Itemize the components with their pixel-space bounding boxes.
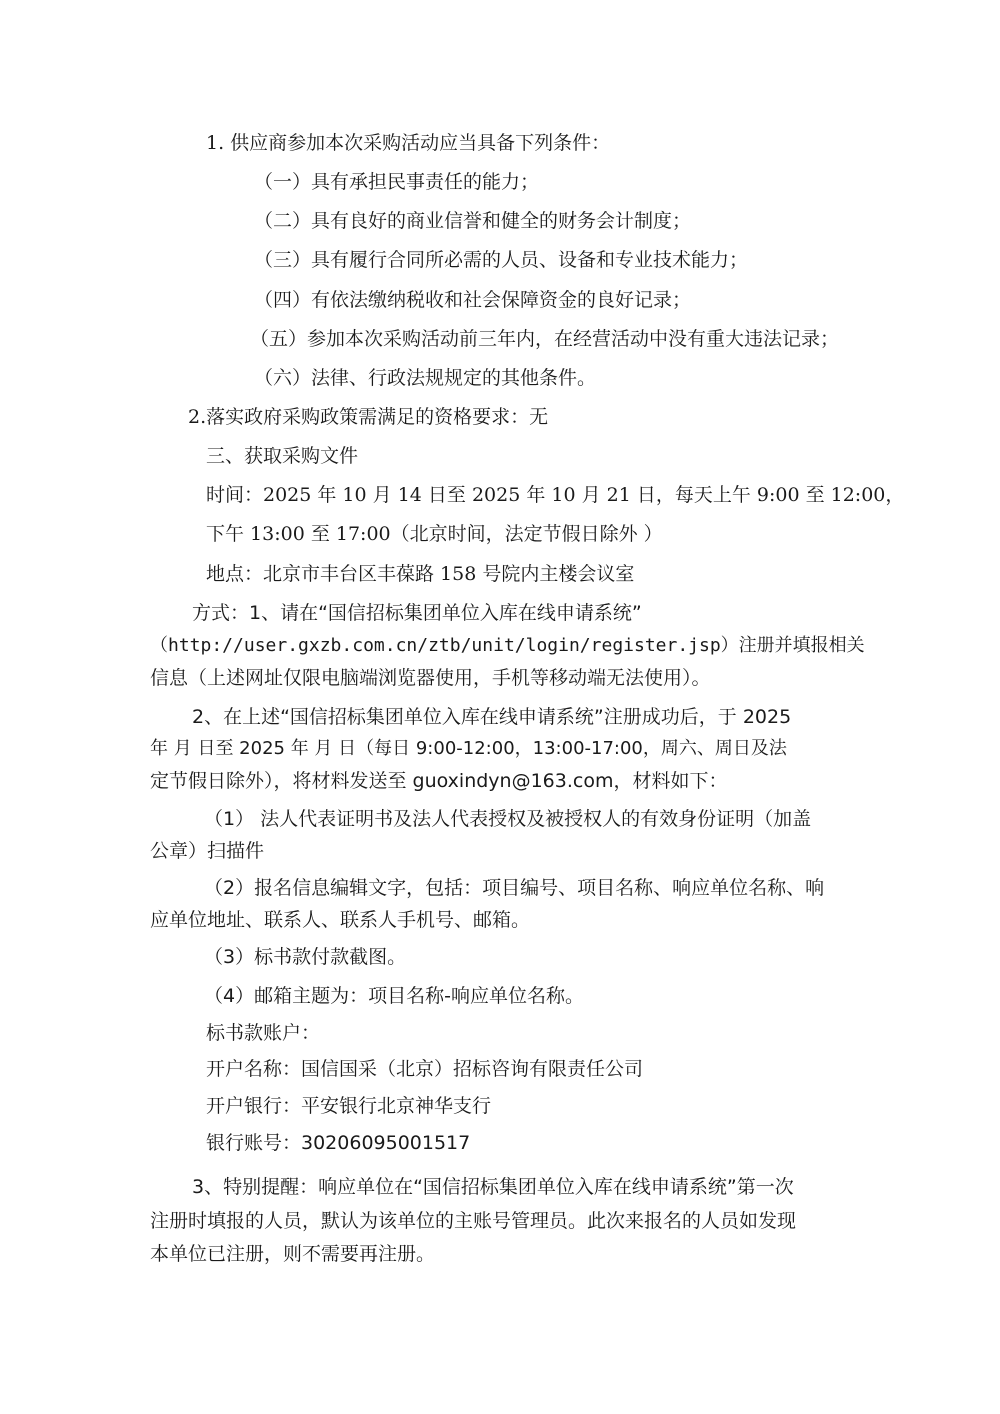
- obtain-location: 地点：北京市丰台区丰葆路 158 号院内主楼会议室: [206, 563, 635, 585]
- condition-item-5: （五）参加本次采购活动前三年内，在经营活动中没有重大违法记录；: [250, 328, 840, 350]
- condition-item-6: （六）法律、行政法规规定的其他条件。: [254, 367, 597, 389]
- account-bank: 开户银行：平安银行北京神华支行: [206, 1095, 492, 1117]
- material4: （4）邮箱主题为：项目名称-响应单位名称。: [204, 985, 584, 1007]
- step2-line2: 年 月 日至 2025 年 月 日（每日 9:00-12:00，13:00-17:00，周六、周日及法: [150, 738, 787, 759]
- account-name: 开户名称：国信国采（北京）招标咨询有限责任公司: [206, 1058, 644, 1080]
- step2-line3: 定节假日除外），将材料发送至 guoxindyn@163.com，材料如下：: [150, 770, 728, 792]
- condition-item-3: （三）具有履行合同所必需的人员、设备和专业技术能力；: [254, 249, 749, 271]
- step3-line1: 3、特别提醒：响应单位在“国信招标集团单位入库在线申请系统”第一次: [192, 1176, 794, 1198]
- step2-line1: 2、在上述“国信招标集团单位入库在线申请系统”注册成功后，于 2025: [192, 706, 792, 728]
- step3-line3: 本单位已注册，则不需要再注册。: [150, 1243, 436, 1265]
- account-heading: 标书款账户：: [206, 1022, 321, 1044]
- obtain-time-line1: 时间：2025 年 10 月 14 日至 2025 年 10 月 21 日，每天上午 9:00 至 12:00，: [206, 484, 905, 506]
- material1-line1: （1） 法人代表证明书及法人代表授权及被授权人的有效身份证明（加盖: [204, 808, 812, 830]
- method-line1: 方式：1、请在“国信招标集团单位入库在线申请系统”: [192, 602, 642, 624]
- policy-requirement: 2.落实政府采购政策需满足的资格要求：无: [188, 406, 549, 428]
- material3: （3）标书款付款截图。: [204, 946, 407, 968]
- material2-line1: （2）报名信息编辑文字，包括：项目编号、项目名称、响应单位名称、响: [204, 877, 825, 899]
- condition-item-4: （四）有依法缴纳税收和社会保障资金的良好记录；: [254, 289, 692, 311]
- method-line3: 信息（上述网址仅限电脑端浏览器使用，手机等移动端无法使用）。: [150, 667, 711, 689]
- condition-item-1: （一）具有承担民事责任的能力；: [254, 171, 540, 193]
- material1-line2: 公章）扫描件: [150, 840, 265, 862]
- method-line2-url: （http://user.gxzb.com.cn/ztb/unit/login/register.jsp）注册并填报相关: [150, 635, 865, 656]
- condition-item-2: （二）具有良好的商业信誉和健全的财务会计制度；: [254, 210, 692, 232]
- obtain-heading: 三、获取采购文件: [206, 445, 359, 467]
- conditions-heading: 1. 供应商参加本次采购活动应当具备下列条件：: [206, 132, 611, 154]
- material2-line2: 应单位地址、联系人、联系人手机号、邮箱。: [150, 909, 531, 931]
- account-number: 银行账号：30206095001517: [206, 1132, 471, 1154]
- obtain-time-line2: 下午 13:00 至 17:00（北京时间，法定节假日除外 ）: [206, 523, 663, 545]
- step3-line2: 注册时填报的人员，默认为该单位的主账号管理员。此次来报名的人员如发现: [150, 1210, 797, 1232]
